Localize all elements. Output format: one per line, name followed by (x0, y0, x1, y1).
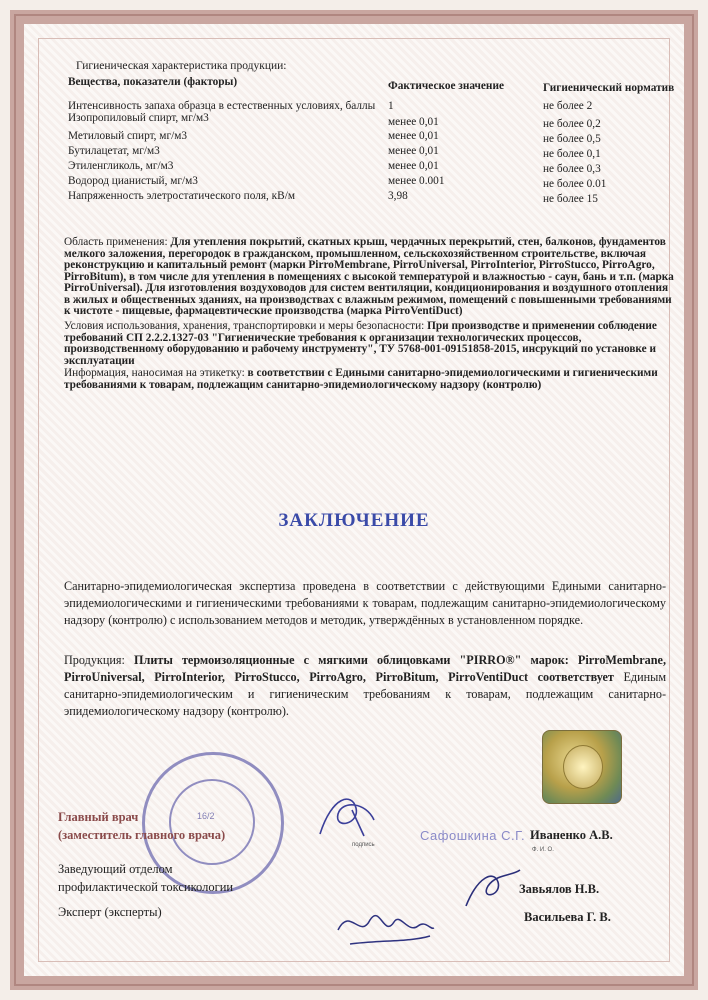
product-name: Плиты термоизоляционные с мягкими облицовками "PIRRO®" марок: PirroMembrane, PirroUniversal, PirroInterior, PirroStucco, PirroAgro, PirroBitum, PirroVentiDuct (64, 653, 666, 684)
usage-conditions (64, 321, 676, 367)
application-area (64, 237, 676, 318)
head-dept-label-2: профилактической токсикологии (58, 880, 234, 894)
hologram-seal (542, 730, 622, 804)
table-cell: не более 0,2 (543, 118, 601, 130)
column-header: Фактическое значение (388, 80, 504, 92)
usage-conditions-value: При производстве и применении соблюдение требований СП 2.2.2.1327-03 "Гигиенические требования к организации технологических процессов, производственному оборудованию и рабочему инструменту", ТУ 5768-001-09151858-2015, инсрукций по установке и эксплуатации (64, 320, 657, 367)
expert-label: Эксперт (эксперты) (58, 905, 162, 919)
zavyalov-name: Завьялов Н.В. (519, 882, 600, 896)
label-info (64, 368, 676, 391)
emblem-icon (563, 745, 603, 789)
section-header: Гигиеническая характеристика продукции: (76, 60, 287, 72)
table-row (68, 112, 690, 130)
table-row (68, 130, 690, 145)
table-cell: Бутилацетат, мг/м3 (68, 145, 160, 157)
usage-conditions-label: Условия использования, хранения, транспортировки и меры безопасности: (64, 320, 425, 332)
product-label: Продукция: (64, 653, 125, 667)
application-area-label: Область применения: (64, 236, 168, 248)
conclusion-title: ЗАКЛЮЧЕНИЕ (278, 510, 430, 531)
product-verdict-rest: Единым санитарно-эпидемиологическим и гигиеническим требованиям к товарам, подлежащим санитарно-эпидемиологическому надзору (контролю). (64, 670, 667, 718)
deputy-label: (заместитель главного врача) (58, 828, 226, 842)
table-cell: Изопропиловый спирт, мг/м3 (68, 112, 209, 124)
table-cell: не более 2 (543, 100, 593, 112)
signature-3 (330, 900, 440, 950)
table-cell: 1 (388, 100, 394, 112)
head-dept-label-1: Заведующий отделом (58, 862, 173, 876)
vasilieva-name: Васильева Г. В. (524, 910, 611, 924)
column-header: Гигиенический норматив (543, 82, 675, 94)
table-cell: Метиловый спирт, мг/м3 (68, 130, 188, 142)
table-cell: менее 0,01 (388, 160, 439, 172)
table-cell: Этиленгликоль, мг/м3 (68, 160, 174, 172)
table-row (68, 160, 690, 175)
conclusion-text: Санитарно-эпидемиологическая экспертиза проведена в соответствии с действующими Едиными санитарно-эпидемиологическими и гигиеническими требованиями к товарам, подлежащим санитарно-эпидемиологическому надзору (контролю) с использованием методов и методик, утверждённых в установленном порядке. (64, 579, 666, 627)
table-cell: не более 0,5 (543, 133, 601, 145)
product-verdict: соответствует (537, 670, 614, 684)
table-cell: Водород цианистый, мг/м3 (68, 175, 198, 187)
table-cell: не более 15 (543, 193, 598, 205)
column-header: Вещества, показатели (факторы) (68, 76, 238, 88)
ivanenko-name: Иваненко А.В. (530, 828, 613, 842)
label-info-value: в соответствии с Едиными санитарно-эпидемиологическими и гигиеническими требованиями к товарам, подлежащим санитарно-эпидемиологическому надзору (контролю) (64, 367, 658, 391)
table-cell: менее 0,01 (388, 130, 439, 142)
table-cell: не более 0,1 (543, 148, 601, 160)
chief-doctor-label: Главный врач (58, 810, 139, 824)
label-info-label: Информация, наносимая на этикетку: (64, 367, 245, 379)
table-cell: 3,98 (388, 190, 408, 202)
table-cell: не более 0,3 (543, 163, 601, 175)
table-row (68, 100, 690, 112)
table-header-row (68, 76, 690, 100)
table-cell: менее 0,01 (388, 116, 439, 128)
table-row (68, 145, 690, 160)
fio-caption: Ф. И. О. (532, 847, 554, 853)
product-statement (64, 652, 666, 720)
table-cell: Напряженность элетростатического поля, кВ/м (68, 190, 295, 202)
stamp-center-text: 16/2 (197, 811, 215, 821)
table-cell: Интенсивность запаха образца в естественных условиях, баллы (68, 100, 376, 112)
table-row (68, 190, 690, 205)
signature-1 (312, 790, 384, 842)
table-cell: менее 0.001 (388, 175, 445, 187)
signature-caption: подпись (352, 842, 375, 848)
name-stamp: Сафошкина С.Г. (420, 828, 526, 843)
table-cell: менее 0,01 (388, 145, 439, 157)
application-area-value: Для утепления покрытий, скатных крыш, чердачных перекрытий, стен, балконов, фундаментов мелкого заложения, перегородок в гражданском, промышленном, сельскохозяйственном строительстве, включая реконструкцию и капитальный ремонт (марки PirroMembrane, PirroUniversal, PirroInterior, PirroStucco, PirroAgro, PirroBitum), в том числе для утепления в помещениях с высокой температурой и влажностью - саун, бань и т.п. (марка PirroUniversal). Для изготовления воздуховодов для систем вентиляции, кондиционирования и воздушного отопления в жилых и общественных зданиях, на производствах с влажным режимом, помещений с повышенными требованиями к чистоте - пищевые, фармацевтические производства (марка PirroVentiDuct) (64, 236, 674, 317)
table-cell: не более 0.01 (543, 178, 607, 190)
table-row (68, 175, 690, 190)
hygiene-table (68, 76, 690, 205)
